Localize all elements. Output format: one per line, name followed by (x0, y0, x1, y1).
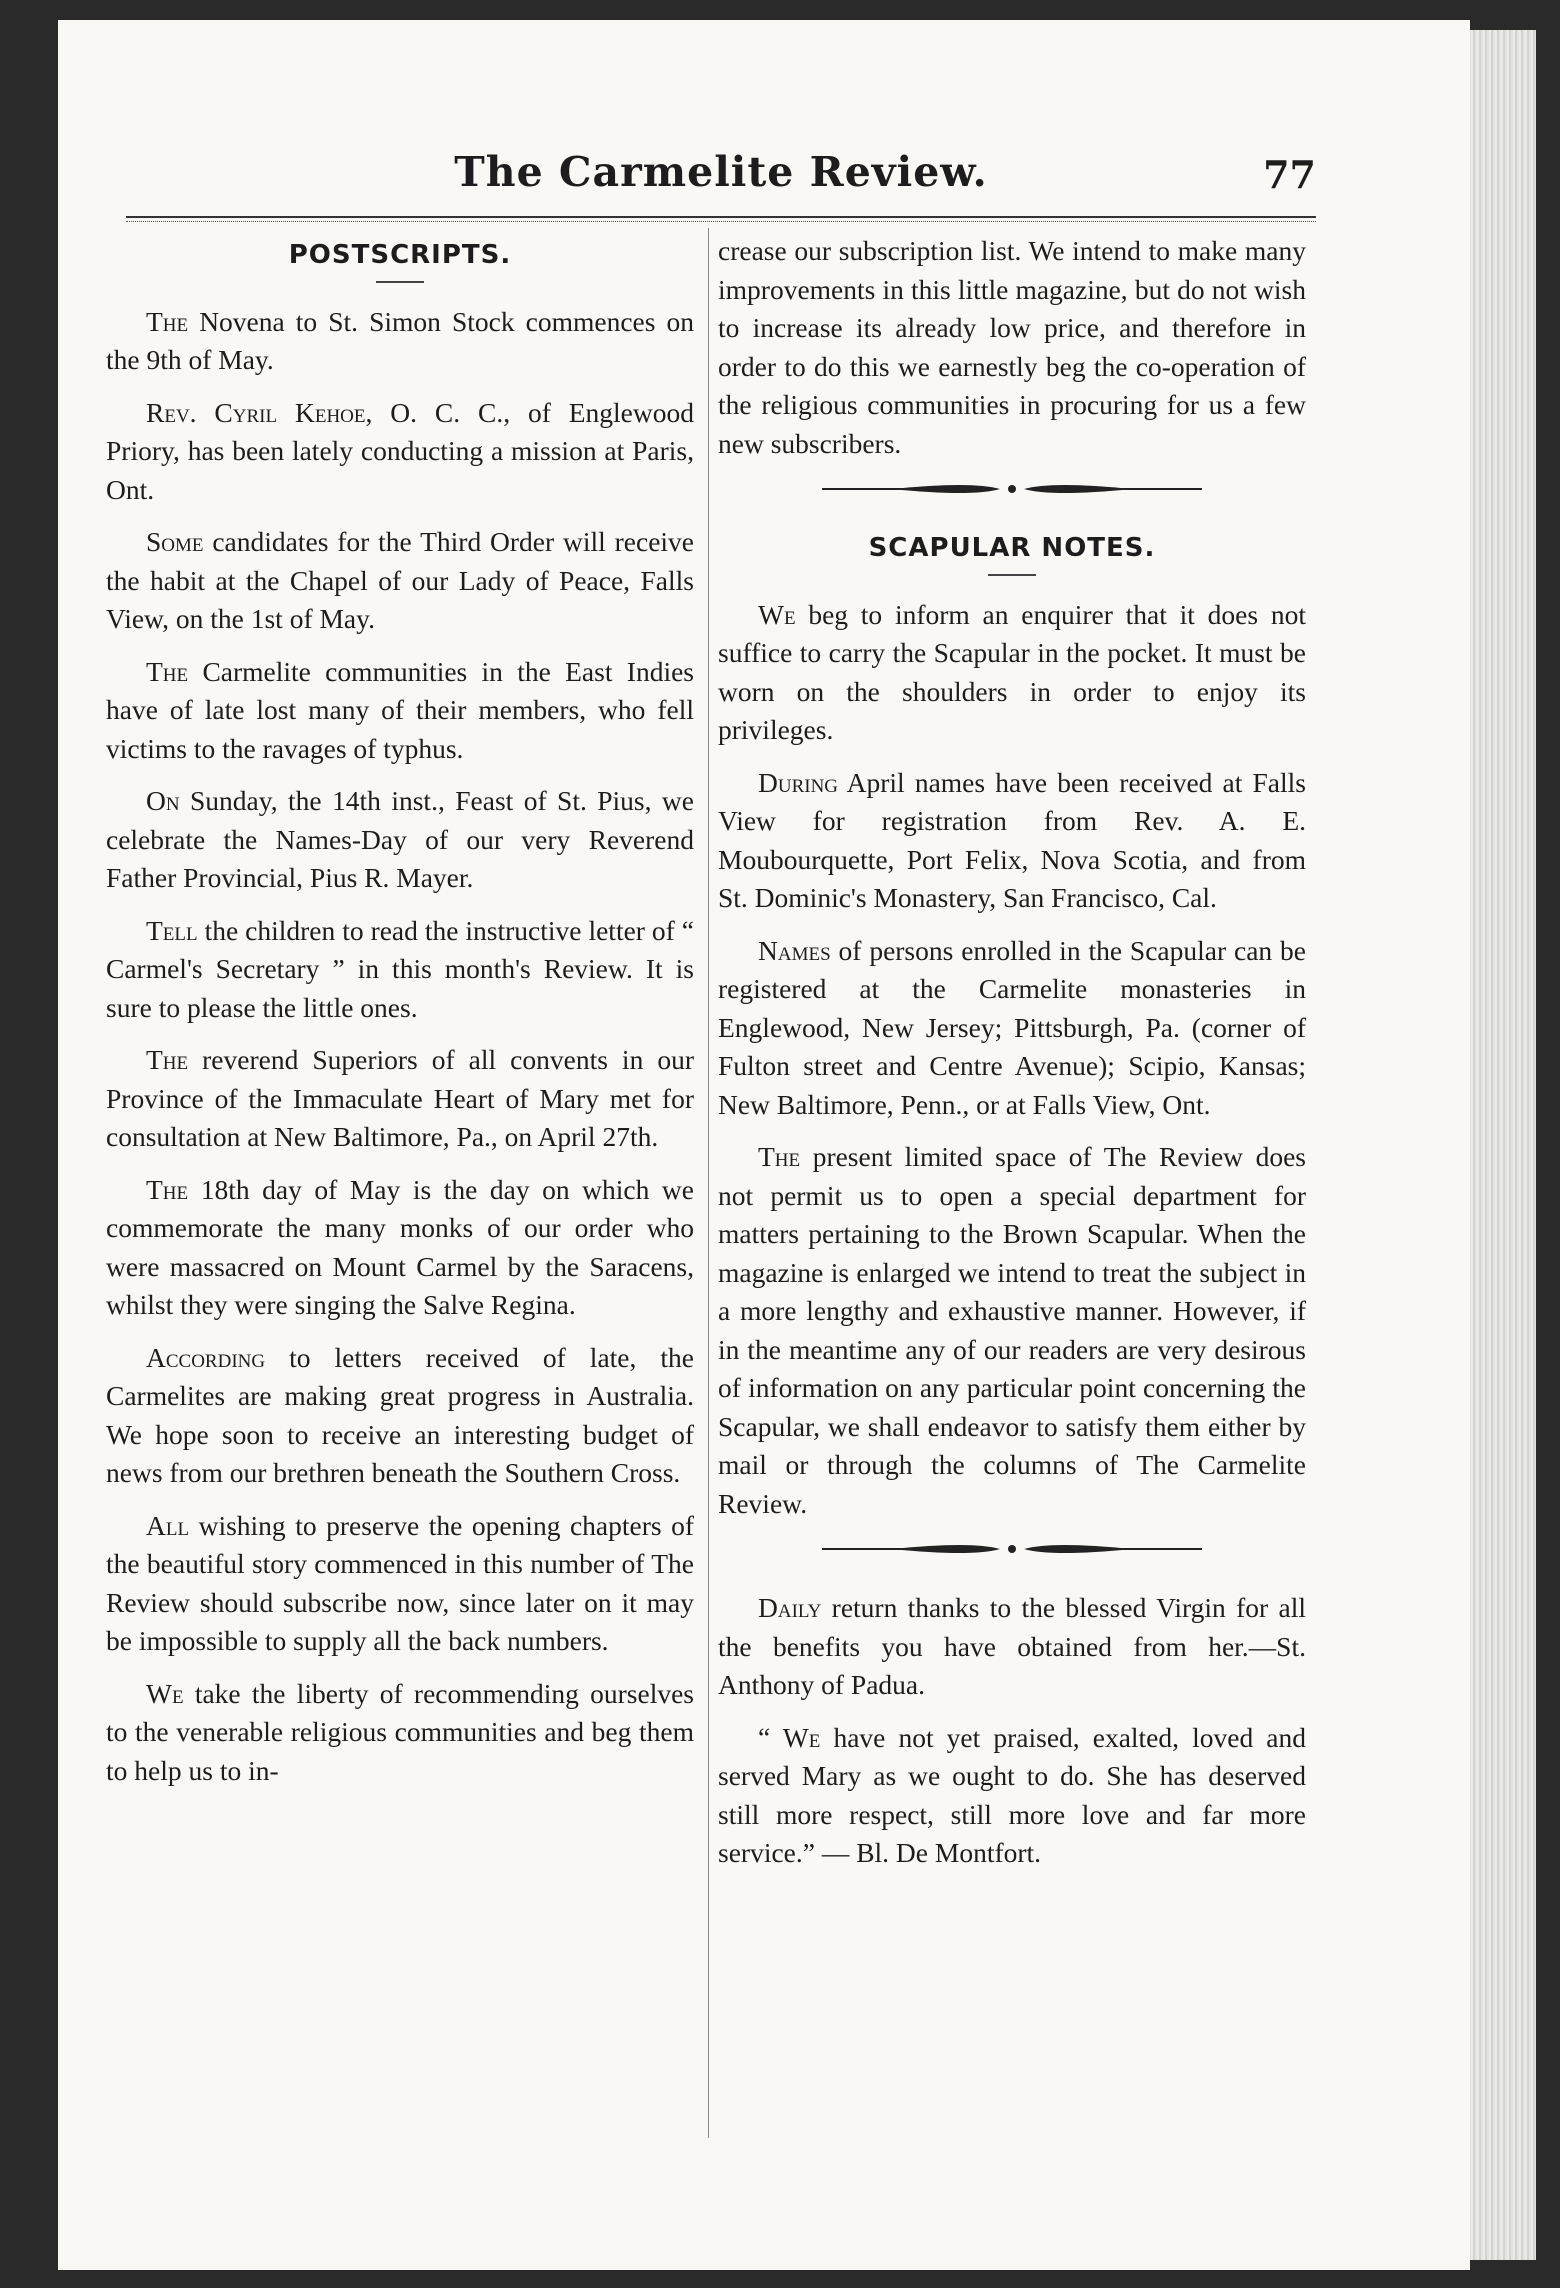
paragraph-text: present limited space of The Review does not permit us to open a special department for matters pertaining to the Brown Scapular. When the magazine is enlarged we intend to treat the subject in a more lengthy and exhaustive manner. However, if in the meantime any of our readers are very desirous of information on any particular point concerning the Scapular, we shall endeavor to satisfy them either by mail or through the columns of The Carmelite Review. (718, 1141, 1306, 1519)
heading-rule (988, 574, 1036, 576)
paragraph-text: the children to read the instructive letter of “ Carmel's Secretary ” in this month's Review. It is sure to please the little ones. (106, 914, 694, 1023)
paragraph-text: Carmelite communities in the East Indies have of late lost many of their members, who fell victims to the ravages of typhus. (106, 655, 694, 764)
lead-word: During (758, 766, 839, 798)
paragraph (718, 596, 1306, 750)
continued-paragraph: crease our subscription list. We intend to make many improvements in this little magazine, but do not wish to increase its already low price, and therefore in order to do this we earnestly beg the co-operation of the religious communities in procuring for us a few new subscribers. (718, 235, 1306, 459)
paragraph-text: candidates for the Third Order will receive the habit at the Chapel of our Lady of Peace, Falls View, on the 1st of May. (106, 526, 694, 634)
lead-word: On (146, 785, 180, 816)
lead-word: Some (146, 526, 204, 557)
ornament-divider (822, 1537, 1202, 1561)
running-title: The Carmelite Review. (454, 148, 988, 196)
paragraph-text: take the liberty of recommending ourselves to the venerable religious communities and beg them to help us to in- (106, 1677, 694, 1786)
header-rule (126, 216, 1316, 218)
column-divider (708, 228, 709, 2138)
lead-word: The (146, 655, 189, 687)
paragraph-text: wishing to preserve the opening chapters of the beautiful story commenced in this number of The Review should subscribe now, since later on it may be impossible to supply all the back numbers. (106, 1509, 694, 1656)
paragraph (106, 1041, 694, 1157)
paragraph-text: to letters received of late, the Carmelites are making great progress in Australia. We hope soon to receive an interesting budget of news from our brethren beneath the Southern Cross. (106, 1341, 694, 1488)
page-header (126, 148, 1316, 210)
book-page-edges (1470, 30, 1536, 2260)
header-dotted-rule (126, 221, 1316, 222)
lead-word: The (146, 1044, 189, 1075)
paragraph (718, 764, 1306, 918)
paragraph (106, 1675, 694, 1791)
quote-paragraph (718, 1589, 1306, 1705)
paragraph (106, 912, 694, 1028)
quote-paragraph (718, 1719, 1306, 1873)
heading-rule (376, 281, 424, 283)
paragraph (106, 1171, 694, 1325)
paragraph-text: April names have been received at Falls View for registration from Rev. A. E. Moubourquette, Port Felix, Nova Scotia, and from St. Dominic's Monastery, San Francisco, Cal. (718, 766, 1306, 913)
paragraph (106, 653, 694, 769)
lead-word: Rev. Cyril Kehoe, (146, 396, 373, 428)
page-number: 77 (1263, 152, 1316, 197)
postscripts-heading: POSTSCRIPTS. (288, 240, 512, 270)
paragraph (106, 394, 694, 510)
lead-word: All (146, 1509, 190, 1541)
lead-word: Names (758, 934, 831, 966)
ornament-divider (822, 477, 1202, 501)
left-column (106, 232, 694, 1804)
lead-word: The (146, 305, 189, 337)
paragraph-text: 18th day of May is the day on which we commemorate the many monks of our order who were massacred on Mount Carmel by the Saracens, whilst they were singing the Salve Regina. (106, 1173, 694, 1320)
paragraph-text: reverend Superiors of all convents in our Province of the Immaculate Heart of Mary met for consultation at New Baltimore, Pa., on April 27th. (106, 1044, 694, 1152)
lead-word: The (758, 1141, 801, 1172)
paragraph (718, 1138, 1306, 1523)
paragraph-text: of persons enrolled in the Scapular can be registered at the Carmelite monasteries in Englewood, New Jersey; Pittsburgh, Pa. (corner of Fulton street and Centre Avenue); Scipio, Kansas; New Baltimore, Penn., or at Falls View, Ont. (718, 934, 1306, 1120)
paragraph-text: Novena to St. Simon Stock commences on the 9th of May. (106, 305, 694, 375)
paragraph (106, 782, 694, 898)
paragraph (106, 303, 694, 380)
lead-word: According (146, 1341, 266, 1373)
scapular-notes-heading: SCAPULAR NOTES. (868, 533, 1156, 563)
paragraph-text: have not yet praised, exalted, loved and served Mary as we ought to do. She has deserved still more respect, still more love and far more service.” — Bl. De Montfort. (718, 1721, 1306, 1868)
paragraph (106, 1339, 694, 1493)
lead-word: Tell (146, 914, 198, 946)
right-column (718, 232, 1306, 1887)
paragraph-text: O. C. C., of Englewood Priory, has been lately conducting a mission at Paris, Ont. (106, 396, 694, 505)
lead-word: “ We (758, 1721, 821, 1753)
paragraph-text: return thanks to the blessed Virgin for all the benefits you have obtained from her.—St. Anthony of Padua. (718, 1592, 1306, 1700)
lead-word: The (146, 1173, 189, 1205)
lead-word: We (146, 1677, 184, 1709)
paragraph-text: Sunday, the 14th inst., Feast of St. Pius, we celebrate the Names-Day of our very Reverend Father Provincial, Pius R. Mayer. (106, 785, 694, 893)
paragraph (718, 932, 1306, 1125)
lead-word: Daily (758, 1592, 822, 1623)
paragraph (106, 1507, 694, 1661)
lead-word: We (758, 598, 796, 630)
paragraph-text: beg to inform an enquirer that it does not suffice to carry the Scapular in the pocket. It must be worn on the shoulders in order to enjoy its privileges. (718, 598, 1306, 745)
paragraph (106, 523, 694, 639)
